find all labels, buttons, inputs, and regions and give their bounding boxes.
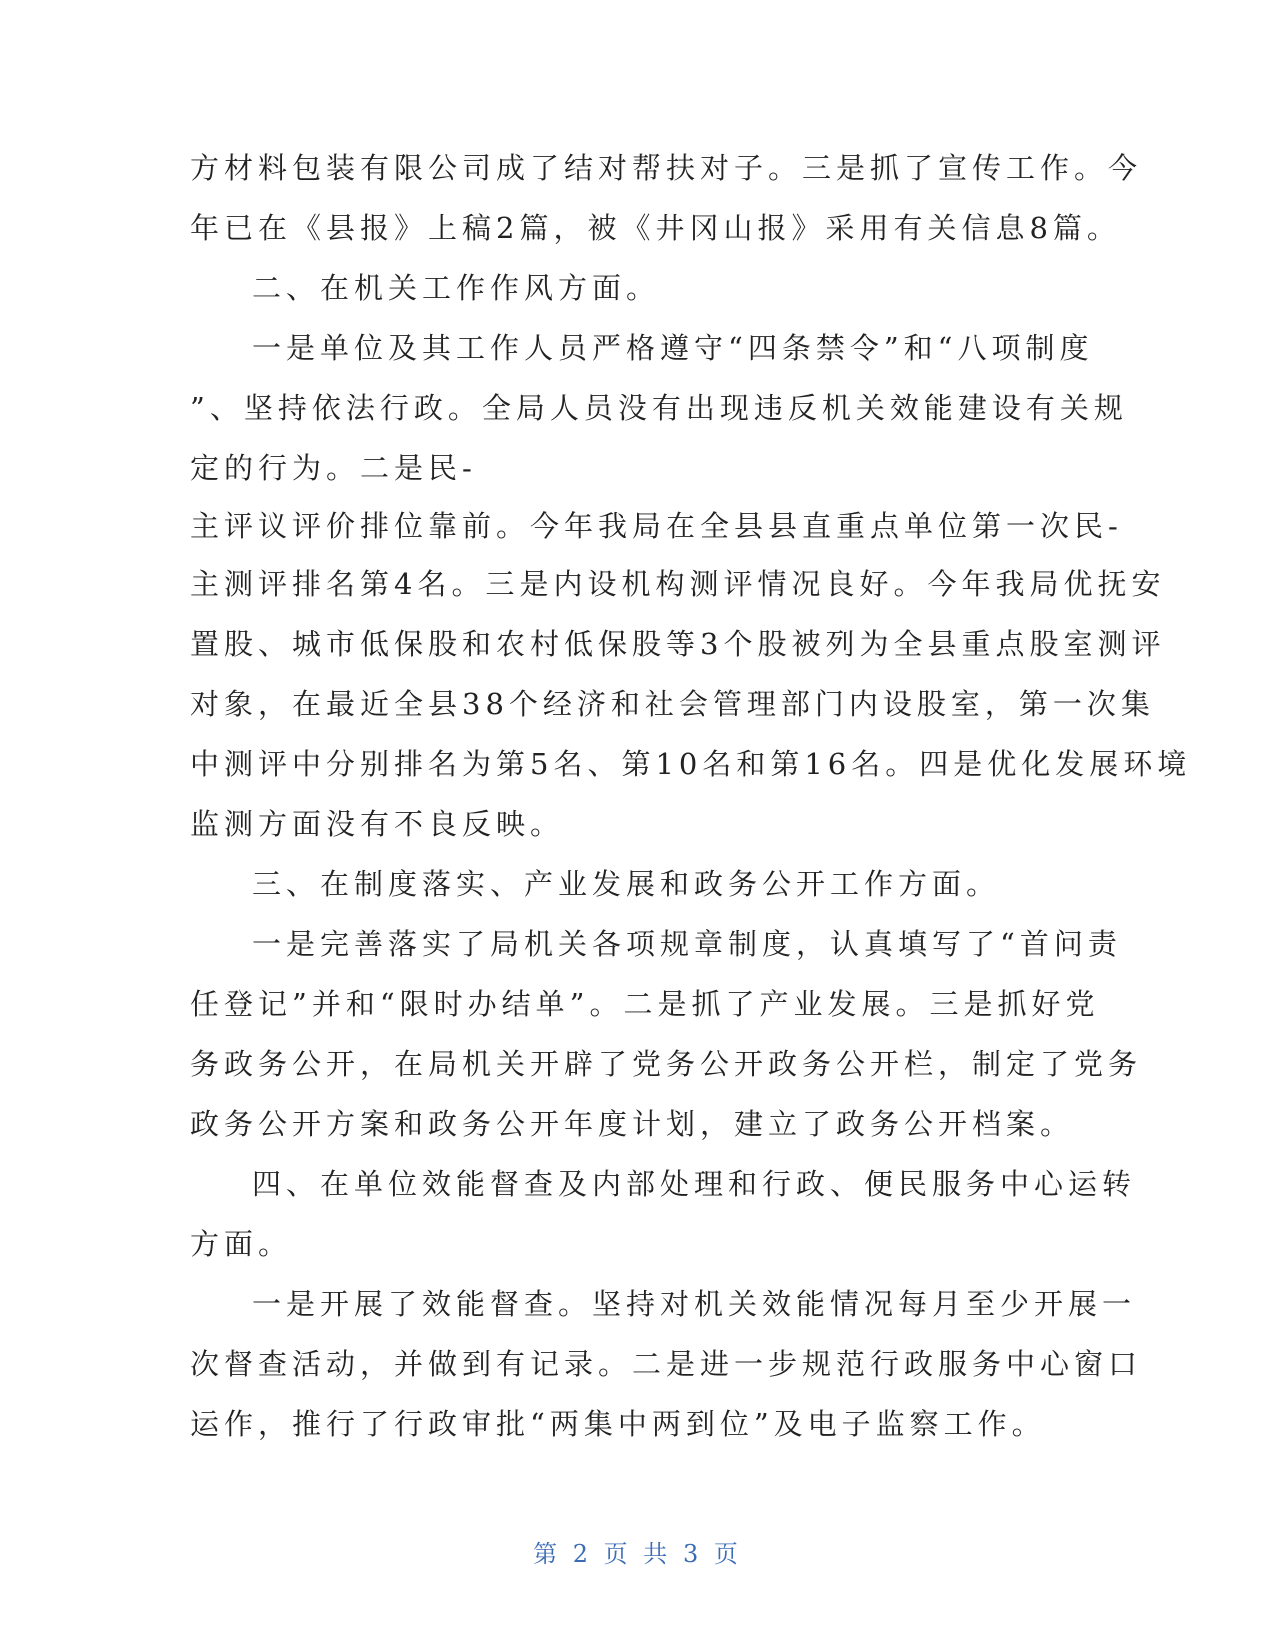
page-number-footer: 第 2 页 共 3 页 [533, 1540, 742, 1568]
text-line: 运作，推行了行政审批“两集中两到位”及电子监察工作。 [190, 1407, 1046, 1441]
text-line: 定的行为。二是民- [190, 451, 477, 485]
section-heading: 四、在单位效能督查及内部处理和行政、便民服务中心运转 [252, 1167, 1137, 1201]
text-line: 中测评中分别排名为第5名、第10名和第16名。四是优化发展环境 [190, 747, 1192, 781]
section-heading-continued: 方面。 [190, 1227, 293, 1261]
section-heading: 三、在制度落实、产业发展和政务公开工作方面。 [252, 867, 1001, 901]
text-line: 次督查活动，并做到有记录。二是进一步规范行政服务中心窗口 [190, 1347, 1143, 1381]
text-line: 主评议评价排位靠前。今年我局在全县县直重点单位第一次民- [190, 509, 1123, 543]
text-line: 政务公开方案和政务公开年度计划，建立了政务公开档案。 [190, 1107, 1075, 1141]
text-line: 务政务公开，在局机关开辟了党务公开政务公开栏，制定了党务 [190, 1047, 1143, 1081]
text-line: 方材料包装有限公司成了结对帮扶对子。三是抓了宣传工作。今 [190, 151, 1143, 185]
text-line: 任登记”并和“限时办结单”。二是抓了产业发展。三是抓好党 [190, 987, 1100, 1021]
text-line: ”、坚持依法行政。全局人员没有出现违反机关效能建设有关规 [190, 391, 1128, 425]
text-line: 年已在《县报》上稿2篇，被《井冈山报》采用有关信息8篇。 [190, 211, 1121, 245]
text-line: 一是开展了效能督查。坚持对机关效能情况每月至少开展一 [252, 1287, 1137, 1321]
section-heading: 二、在机关工作作风方面。 [252, 271, 661, 305]
text-line: 监测方面没有不良反映。 [190, 807, 565, 841]
document-body [190, 138, 1192, 1454]
text-line: 对象，在最近全县38个经济和社会管理部门内设股室，第一次集 [190, 687, 1155, 721]
text-line: 主测评排名第4名。三是内设机构测评情况良好。今年我局优抚安 [190, 567, 1166, 601]
text-line: 置股、城市低保股和农村低保股等3个股被列为全县重点股室测评 [190, 627, 1166, 661]
text-line: 一是单位及其工作人员严格遵守“四条禁令”和“八项制度 [252, 331, 1094, 365]
text-line: 一是完善落实了局机关各项规章制度，认真填写了“首问责 [252, 927, 1122, 961]
